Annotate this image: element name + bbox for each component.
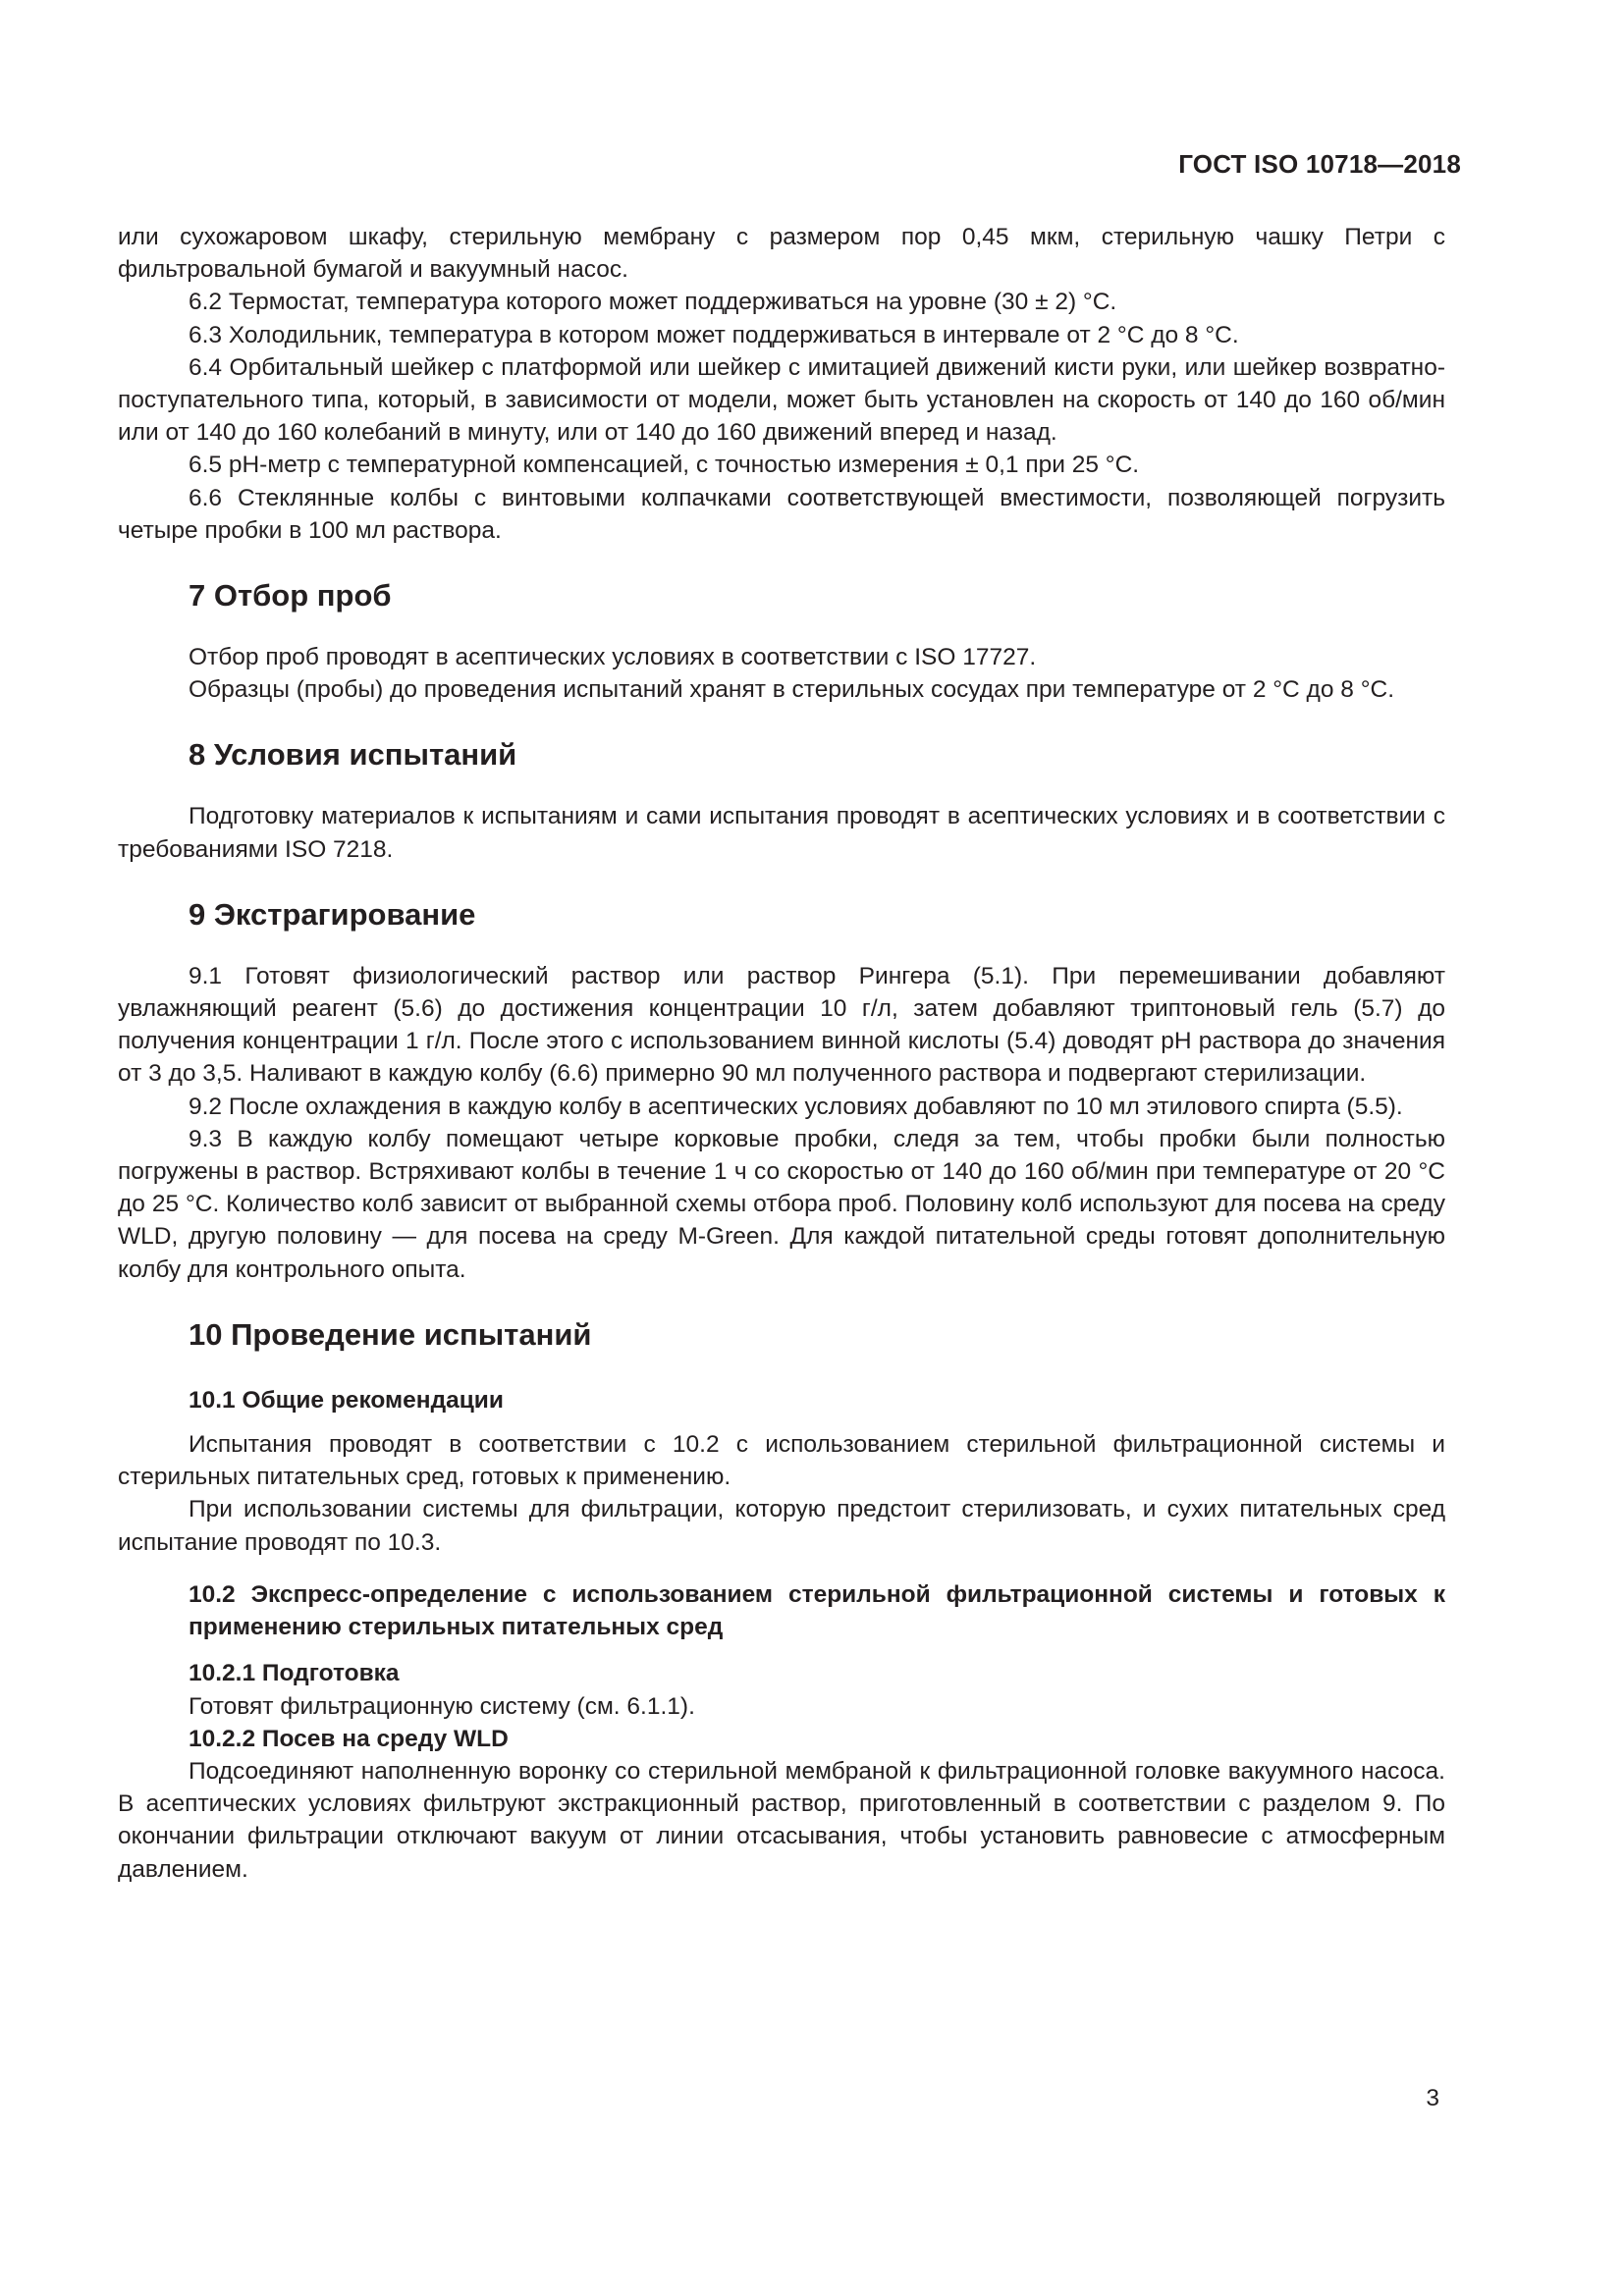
standard-designation: ГОСТ ISO 10718—2018 <box>1178 149 1461 179</box>
section-7-heading: 7 Отбор проб <box>189 578 392 614</box>
subsection-10-2-2-paragraph: Подсоединяют наполненную воронку со стерильной мембраной к фильтрационной головке вакуумного насоса. В асептических условиях фильтруют экстракционный раствор, приготовленный в соответствии с разделом 9. По окончании фильтрации отключают вакуум от линии отсасывания, чтобы установить равновесие с атмосферным давлением. <box>118 1757 1445 1883</box>
paragraph-6-6: 6.6 Стеклянные колбы с винтовыми колпачками соответствующей вместимости, позволяющей погрузить четыре пробки в 100 мл раствора. <box>118 484 1445 544</box>
section-7-paragraph-1: Отбор проб проводят в асептических условиях в соответствии с ISO 17727. <box>189 644 1037 671</box>
paragraph-6-4: 6.4 Орбитальный шейкер с платформой или шейкер с имитацией движений кисти руки, или шейкер возвратно-поступательного типа, который, в зависимости от модели, может быть установлен на скорость от 140 до 160 об/мин или от 140 до 160 колебаний в минуту, или от 140 до 160 движений вперед и назад. <box>118 353 1445 447</box>
paragraph-6-2: 6.2 Термостат, температура которого может поддерживаться на уровне (30 ± 2) °С. <box>189 289 1117 316</box>
subsection-10-1-paragraph-2: При использовании системы для фильтрации, которую предстоит стерилизовать, и сухих питательных сред испытание проводят по 10.3. <box>118 1496 1445 1556</box>
page-number: 3 <box>1426 2085 1439 2111</box>
subsection-10-2-1-paragraph: Готовят фильтрационную систему (см. 6.1.1). <box>189 1692 695 1720</box>
subsection-10-2-1-heading: 10.2.1 Подготовка <box>189 1660 400 1687</box>
section-7-paragraph-2: Образцы (пробы) до проведения испытаний хранят в стерильных сосудах при температуре от 2 °С до 8 °С. <box>189 676 1395 704</box>
section-8-heading: 8 Условия испытаний <box>189 737 517 773</box>
paragraph-9-2: 9.2 После охлаждения в каждую колбу в асептических условиях добавляют по 10 мл этилового спирта (5.5). <box>189 1093 1403 1120</box>
document-body <box>118 221 1445 1886</box>
subsection-10-2-2-heading: 10.2.2 Посев на среду WLD <box>189 1725 509 1752</box>
section-9-heading: 9 Экстрагирование <box>189 896 476 932</box>
paragraph-9-3: 9.3 В каждую колбу помещают четыре корковые пробки, следя за тем, чтобы пробки были полностью погружены в раствор. Встряхивают колбы в течение 1 ч со скоростью от 140 до 160 об/мин при температуре от 20 °С до 25 °С. Количество колб зависит от выбранной схемы отбора проб. Половину колб используют для посева на среду WLD, другую половину — для посева на среду M-Green. Для каждой питательной среды готовят дополнительную колбу для контрольного опыта. <box>118 1125 1445 1283</box>
paragraph-9-1: 9.1 Готовят физиологический раствор или раствор Рингера (5.1). При перемешивании добавляют увлажняющий реагент (5.6) до достижения концентрации 10 г/л, затем добавляют триптоновый гель (5.7) до получения концентрации 1 г/л. После этого с использованием винной кислоты (5.4) доводят рН раствора до значения от 3 до 3,5. Наливают в каждую колбу (6.6) примерно 90 мл полученного раствора и подвергают стерилизации. <box>118 962 1445 1088</box>
subsection-10-1-heading: 10.1 Общие рекомендации <box>189 1386 504 1414</box>
paragraph-6-5: 6.5 рН-метр с температурной компенсацией, с точностью измерения ± 0,1 при 25 °С. <box>189 452 1140 479</box>
section-8-paragraph-1: Подготовку материалов к испытаниям и сами испытания проводят в асептических условиях и в соответствии с требованиями ISO 7218. <box>118 803 1445 863</box>
paragraph-6-3: 6.3 Холодильник, температура в котором может поддерживаться в интервале от 2 °С до 8 °С. <box>189 321 1239 348</box>
subsection-10-1-paragraph-1: Испытания проводят в соответствии с 10.2 с использованием стерильной фильтрационной системы и стерильных питательных сред, готовых к применению. <box>118 1431 1445 1491</box>
section-10-heading: 10 Проведение испытаний <box>189 1316 592 1352</box>
subsection-10-2-heading: 10.2 Экспресс-определение с использованием стерильной фильтрационной системы и готовых к применению стерильных питательных сред <box>189 1580 1445 1641</box>
paragraph-6-1-continuation: или сухожаровом шкафу, стерильную мембрану с размером пор 0,45 мкм, стерильную чашку Петри с фильтровальной бумагой и вакуумный насос. <box>118 224 1445 284</box>
